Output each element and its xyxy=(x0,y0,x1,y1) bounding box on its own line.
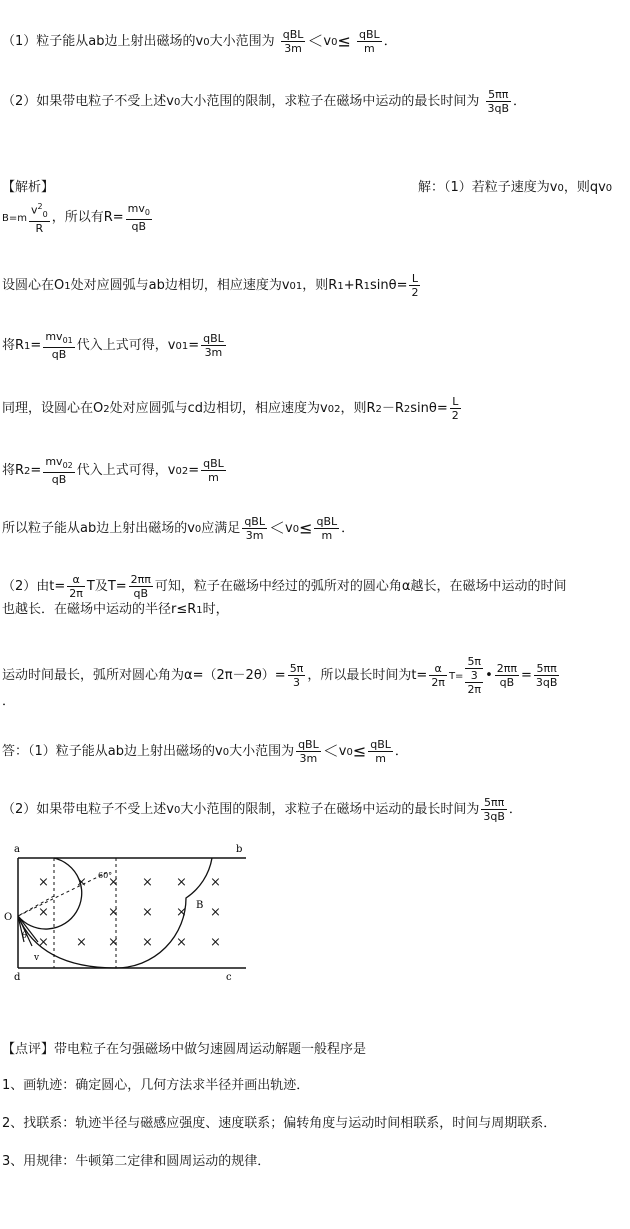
label-v: v xyxy=(34,953,40,963)
l2-text: ，所以有R= xyxy=(51,209,124,225)
comment-item-2 xyxy=(2,1114,556,1134)
cross-3: × xyxy=(108,875,119,890)
l7-fraction-2 xyxy=(314,515,339,542)
l4-f1-den: qB xyxy=(51,348,67,362)
l7-f2-num: qBL xyxy=(316,515,338,528)
l8-text: 可知，粒子在磁场中经过的弧所对的圆心角α越长，在磁场中运动的时间 xyxy=(154,579,567,594)
l9-text: 也越长．在磁场中运动的半径r≤R xyxy=(2,602,197,617)
q1-lt: ＜ xyxy=(307,31,324,51)
l7-v: v xyxy=(285,521,293,536)
l6-eq: = xyxy=(30,463,42,479)
l4-eq2: = xyxy=(188,338,200,354)
cross-2: × xyxy=(76,875,87,890)
a2-end: ． xyxy=(508,802,522,817)
comment-item-1-text: 1、画轨迹：确定圆心，几何方法求半径并画出轨迹． xyxy=(2,1078,310,1093)
l10-f2-den: 2π xyxy=(431,676,445,689)
a1-mid: 大小范围为 xyxy=(229,744,295,759)
analysis-line-3 xyxy=(2,272,422,299)
magnetic-field-diagram xyxy=(0,838,260,986)
l10-f3-mid: 3 xyxy=(465,669,483,683)
q1-sub: 0 xyxy=(203,37,210,48)
q1-f1-num: qBL xyxy=(282,28,304,41)
l5-r2: 2 xyxy=(403,404,411,415)
l6-eq2: = xyxy=(188,463,200,479)
l11-text: ． xyxy=(2,694,16,709)
q1-v0-sub: 0 xyxy=(331,37,338,48)
l5-eq: ，则R xyxy=(340,401,376,416)
l4-sub: 1 xyxy=(24,341,31,353)
l6-f2-den: m xyxy=(208,471,219,485)
l2-num-sup: 2 xyxy=(37,202,43,211)
label-d: d xyxy=(14,972,21,983)
q1-f2-den: m xyxy=(364,42,375,55)
l4-vsub: 01 xyxy=(175,341,189,353)
l7-mid: 应满足 xyxy=(201,521,241,536)
l5-minus: －R xyxy=(381,401,404,416)
l5-sub: 2 xyxy=(103,404,110,415)
l9-sub: 1 xyxy=(196,605,203,616)
a2-sub: 0 xyxy=(173,805,181,816)
l2-f2-den: qB xyxy=(131,220,147,234)
l6-f1-num-sub: 02 xyxy=(62,461,73,471)
q1-fraction-1 xyxy=(281,28,306,55)
l7-f2-den: m xyxy=(321,529,333,542)
comment-item-1 xyxy=(2,1076,309,1096)
l10-f1-num: 5π xyxy=(289,662,304,675)
a2-fraction xyxy=(481,796,507,823)
l2-num-v: v xyxy=(31,203,38,217)
analysis-right-sub2: 0 xyxy=(605,183,613,194)
q1-f2-num: qBL xyxy=(359,28,380,41)
l4-mid: 代入上式可得，v xyxy=(76,338,176,354)
l2-f2-num-mv: mv xyxy=(127,201,145,215)
l4-f2-den: 3m xyxy=(204,346,223,360)
cross-7: × xyxy=(38,905,49,920)
cross-9: × xyxy=(142,905,153,920)
l5-fraction xyxy=(450,395,461,422)
l8-T: T及T= xyxy=(86,579,127,594)
label-b: b xyxy=(236,844,243,855)
l10-fraction-2 xyxy=(429,662,447,689)
analysis-label xyxy=(2,178,54,198)
l3-mid: 处对应圆弧与ab边相切，相应速度为v xyxy=(70,278,290,293)
a1-le: ≤ xyxy=(352,741,367,761)
cross-1: × xyxy=(38,875,49,890)
l2-m: m xyxy=(17,212,27,224)
q2-fraction xyxy=(486,88,512,115)
l5-mid: 处对应圆弧与cd边相切，相应速度为v xyxy=(109,401,328,416)
l2-fraction-2 xyxy=(126,202,152,233)
a1-prefix: 答：（1）粒子能从ab边上射出磁场的v xyxy=(2,744,223,759)
analysis-right-sub: 0 xyxy=(557,183,564,194)
l6-f1-num xyxy=(43,455,74,473)
l10-f4-den: qB xyxy=(499,676,515,689)
cross-15: × xyxy=(142,935,153,950)
cross-4: × xyxy=(142,875,153,890)
l7-vsub: 0 xyxy=(292,524,300,535)
question-1-line xyxy=(2,28,397,55)
l8-f1-den: 2π xyxy=(69,587,83,600)
a1-f2-den: m xyxy=(375,752,386,765)
l8-f2-den: qB xyxy=(133,587,149,600)
comment-item-3 xyxy=(2,1152,270,1172)
label-c: c xyxy=(226,972,232,983)
l7-le: ≤ xyxy=(299,518,313,538)
analysis-right-text-1: 解：（1）若粒子速度为v xyxy=(418,180,558,195)
l2-f1-num xyxy=(29,200,50,222)
analysis-line-5 xyxy=(2,395,463,422)
l8-fraction-2 xyxy=(129,573,153,600)
l2-B: B= xyxy=(2,212,18,224)
l5-text: 同理，设圆心在O xyxy=(2,401,104,416)
l7-text: 所以粒子能从ab边上射出磁场的v xyxy=(2,521,195,536)
l2-f1-den: R xyxy=(35,221,44,235)
cross-14: × xyxy=(108,935,119,950)
q2-f-den: 3qB xyxy=(487,102,510,115)
l10-f1-den: 3 xyxy=(293,676,300,689)
a2-mid: 大小范围的限制，求粒子在磁场中运动的最长时间为 xyxy=(180,802,480,817)
l6-fraction-2 xyxy=(201,457,226,484)
l4-f1-num-sub: 01 xyxy=(62,336,73,346)
l7-f1-num: qBL xyxy=(244,515,265,528)
l10-T: T= xyxy=(448,671,464,682)
l3-r1b: 1 xyxy=(363,281,370,292)
l3-r1: 1 xyxy=(337,281,344,292)
l3-plus: +R xyxy=(343,278,364,293)
l10-fraction-4 xyxy=(495,662,519,689)
cross-5: × xyxy=(176,875,187,890)
a1-f1-den: 3m xyxy=(299,752,318,765)
l8-fraction-1 xyxy=(67,573,85,600)
q2-sub: 0 xyxy=(173,97,181,108)
l10-fraction-1 xyxy=(288,662,306,689)
l2-num-sub: 0 xyxy=(42,209,48,219)
q1-f1-den: 3m xyxy=(284,42,302,55)
l10-pre: 运动时间最长，弧所对圆心角为α=（2π－2θ）= xyxy=(2,668,286,683)
q1-v0: v xyxy=(323,34,332,49)
l10-fraction-5 xyxy=(534,662,560,689)
l7-sub: 0 xyxy=(194,524,202,535)
l5-sin: sinθ= xyxy=(410,401,448,416)
answer-line-1 xyxy=(2,738,408,765)
a1-f2-num: qBL xyxy=(370,738,391,751)
l3-text: 设圆心在O xyxy=(2,278,65,293)
label-angle: 60° xyxy=(98,871,113,880)
l2-f2-num xyxy=(126,202,152,220)
cross-6: × xyxy=(210,875,221,890)
label-a-top: a xyxy=(14,844,20,855)
l7-end: ． xyxy=(341,521,355,536)
label-B: B xyxy=(196,900,204,911)
a1-lt: ＜ xyxy=(322,741,339,761)
l10-f3-den: 2π xyxy=(467,683,482,696)
l10-fraction-3 xyxy=(465,655,483,696)
l4-fraction-2 xyxy=(201,332,226,359)
l4-pre: 将R xyxy=(2,338,25,354)
l7-fraction-1 xyxy=(242,515,267,542)
a1-sub: 0 xyxy=(222,747,230,758)
l10-f3-top: 5π xyxy=(467,655,482,668)
l4-fraction-1 xyxy=(43,330,74,361)
l10-f5-den: 3qB xyxy=(535,676,558,689)
cross-17: × xyxy=(210,935,221,950)
l2-f2-num-sub: 0 xyxy=(144,208,150,218)
q1-mid: 大小范围为 xyxy=(209,34,275,49)
comment-text: 带电粒子在匀强磁场中做匀速圆周运动解题一般程序是 xyxy=(54,1042,367,1057)
a1-v: v xyxy=(338,744,347,759)
l10-mid: ，所以最长时间为t= xyxy=(307,668,428,683)
a1-vsub: 0 xyxy=(346,747,353,758)
a1-f1-num: qBL xyxy=(298,738,319,751)
l10-f4-num: 2ππ xyxy=(496,662,517,675)
analysis-line-11 xyxy=(2,692,15,712)
l5-f-den: 2 xyxy=(451,409,459,422)
dashed-line-3 xyxy=(18,872,108,916)
label-O: O xyxy=(4,912,13,923)
l3-sin: sinθ= xyxy=(370,278,408,293)
l7-lt: ＜ xyxy=(268,518,285,538)
l4-f1-num xyxy=(43,330,74,348)
answer-line-2 xyxy=(2,796,522,823)
l6-f1-num-mv: mv xyxy=(45,455,63,468)
cross-12: × xyxy=(38,935,49,950)
l10-f2-num: α xyxy=(429,662,447,676)
a1-fraction-1 xyxy=(296,738,321,765)
a2-f-den: 3qB xyxy=(483,810,505,823)
analysis-line-6 xyxy=(2,455,228,486)
l6-vsub: 02 xyxy=(175,466,189,478)
l2-fraction-1 xyxy=(29,200,50,235)
l9-end: 时， xyxy=(202,602,229,617)
l3-fraction xyxy=(409,272,420,299)
l3-f-den: 2 xyxy=(411,286,419,299)
label-theta: θ xyxy=(22,931,27,940)
comment-item-3-text: 3、用规律：牛顿第二定律和圆周运动的规律． xyxy=(2,1154,271,1169)
analysis-line-7 xyxy=(2,515,354,542)
l6-fraction-1 xyxy=(43,455,74,486)
analysis-line-9 xyxy=(2,600,229,621)
small-arc-path xyxy=(18,858,82,929)
q2-prefix: （2）如果带电粒子不受上述v xyxy=(2,94,174,109)
q1-le: ≤ xyxy=(337,31,351,51)
analysis-right-text xyxy=(418,178,612,199)
q1-fraction-2 xyxy=(357,28,382,55)
comment-header xyxy=(2,1040,366,1060)
analysis-line-2 xyxy=(2,200,154,235)
l5-r: 2 xyxy=(375,404,382,415)
q2-mid: 大小范围的限制，求粒子在磁场中运动的最长时间为 xyxy=(180,94,480,109)
l3-f-num: L xyxy=(409,272,420,286)
cross-10: × xyxy=(176,905,187,920)
l6-sub: 2 xyxy=(24,466,31,478)
l4-f2-num: qBL xyxy=(203,332,224,346)
q1-prefix: （1）粒子能从ab边上射出磁场的v xyxy=(2,34,204,49)
l3-vsub: 01 xyxy=(289,281,303,292)
cross-11: × xyxy=(210,905,221,920)
l4-eq: = xyxy=(30,338,42,354)
l8-f2-num: 2ππ xyxy=(130,573,151,586)
q1-end: ． xyxy=(383,34,397,49)
l6-f2-num: qBL xyxy=(203,457,224,471)
l3-eq: ，则R xyxy=(302,278,338,293)
q2-f-num: 5ππ xyxy=(486,88,512,102)
l3-sub: 1 xyxy=(64,281,71,292)
a2-prefix: （2）如果带电粒子不受上述v xyxy=(2,802,174,817)
l6-pre: 将R xyxy=(2,463,25,479)
question-2-line xyxy=(2,88,526,115)
cross-16: × xyxy=(176,935,187,950)
comment-label: 【点评】 xyxy=(2,1042,55,1057)
comment-item-2-text: 2、找联系：轨迹半径与磁感应强度、速度联系；偏转角度与运动时间相联系，时间与周期联系． xyxy=(2,1116,557,1131)
l10-f5-num: 5ππ xyxy=(534,662,560,676)
a1-fraction-2 xyxy=(368,738,393,765)
l6-f1-den: qB xyxy=(51,473,67,487)
l6-mid: 代入上式可得，v xyxy=(76,463,176,479)
a1-end: ． xyxy=(394,744,408,759)
l4-f1-num-mv: mv xyxy=(45,330,63,343)
q2-end: ． xyxy=(513,94,527,109)
analysis-line-10 xyxy=(2,655,561,696)
l5-f-num: L xyxy=(450,395,461,409)
cross-13: × xyxy=(76,935,87,950)
l7-f1-den: 3m xyxy=(245,529,264,542)
analysis-line-4 xyxy=(2,330,228,361)
l10-dot: • xyxy=(485,668,493,683)
analysis-label-text: 【解析】 xyxy=(2,180,55,195)
field-crosses xyxy=(38,875,221,950)
l8-f1-num: α xyxy=(67,573,85,587)
l5-vsub: 02 xyxy=(327,404,341,415)
cross-8: × xyxy=(108,905,119,920)
analysis-line-8 xyxy=(2,573,567,600)
l8-pre: （2）由t= xyxy=(2,579,66,594)
analysis-right-end: ，则qv xyxy=(563,180,606,195)
a2-f-num: 5ππ xyxy=(481,796,507,810)
l10-eq: = xyxy=(520,668,532,683)
